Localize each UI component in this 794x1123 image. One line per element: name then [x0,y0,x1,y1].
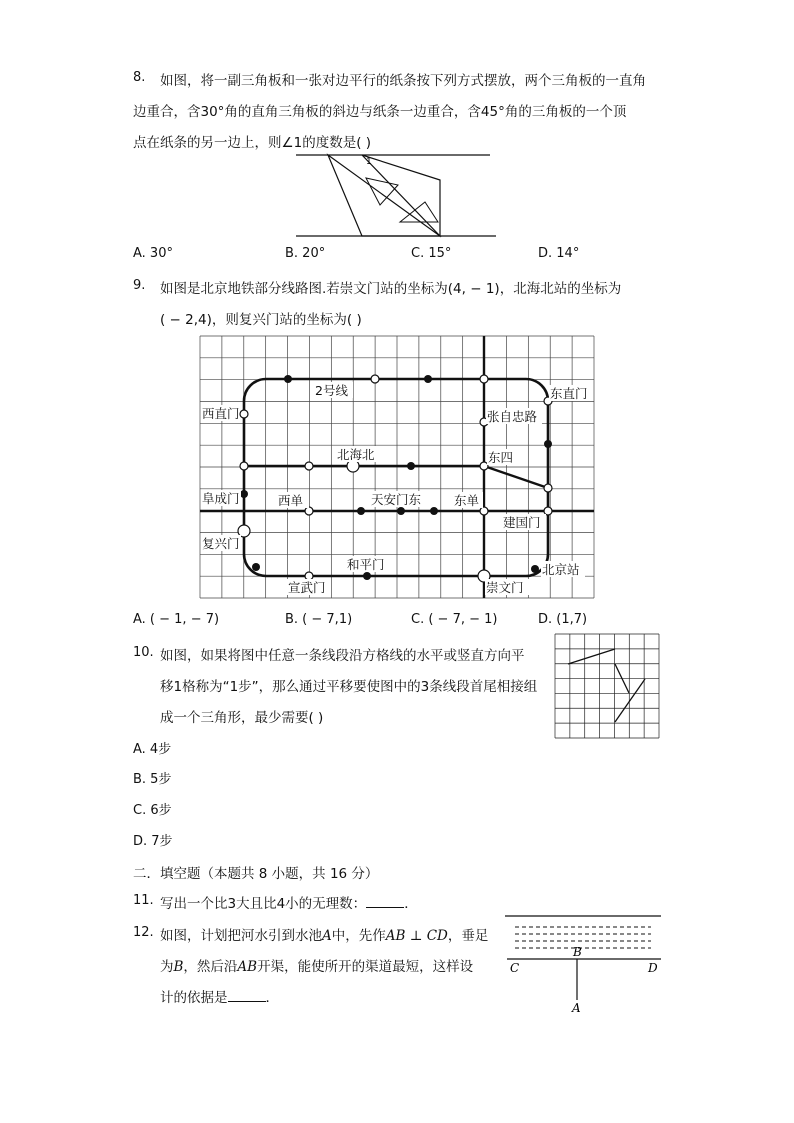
q12-l1-A: A [322,928,332,944]
label-dongdan: 东单 [454,493,480,508]
label-tiananmendong: 天安门东 [371,492,422,507]
q11-text [160,892,418,912]
segment-1 [568,649,615,664]
q8-number: 8. [133,70,146,85]
q10-option-a: A. 4步 [133,742,172,757]
station-node [544,484,552,492]
label-beijingzhan: 北京站 [542,562,580,577]
q12-l2-b: ，然后沿 [183,959,238,975]
q8-text-line-3: 点在纸条的另一边上，则∠1的度数是( ) [133,135,372,151]
q8-option-d: D. 14° [538,246,580,261]
q12-l3-b: ． [265,990,279,1006]
q10-option-d: D. 7步 [133,834,173,849]
station-node [240,462,248,470]
station-node [371,375,379,383]
station-node [480,462,488,470]
q10-text-line-2: 移1格称为“1步”，那么通过平移要使图中的3条线段首尾相接组 [160,679,538,695]
label-point-b: B [573,945,582,959]
label-xidan: 西单 [278,493,304,508]
q10-option-c: C. 6步 [133,803,172,818]
label-chongwenmen: 崇文门 [486,580,524,595]
q9-text-line-1: 如图是北京地铁部分线路图.若崇文门站的坐标为(4, − 1)，北海北站的坐标为 [160,281,622,297]
q10-grid-lines [555,634,659,738]
station-node [480,375,488,383]
q12-l1-a: 如图，计划把河水引到水池 [160,928,322,944]
q9-subway-map [200,336,594,598]
q11-text-before: 写出一个比3大且比4小的无理数： [160,896,367,912]
label-zhangzizhonglu: 张自忠路 [487,409,538,424]
q12-l2-a: 为 [160,959,174,975]
q10-grid-figure [555,634,660,740]
label-fuxingmen: 复兴门 [202,536,240,551]
station-node [531,565,539,573]
q12-answer-blank[interactable] [228,989,266,1002]
q11-answer-blank[interactable] [366,895,404,908]
station-node [544,440,552,448]
label-dongsi: 东四 [488,450,514,465]
section-2-heading: 二．填空题（本题共 8 小题，共 16 分） [133,866,379,882]
q12-l2-AB: AB [237,959,258,975]
station-node [240,410,248,418]
station-node [407,462,415,470]
station-node [305,507,313,515]
label-line-2: 2号线 [315,383,348,398]
q11-number: 11. [133,893,154,908]
station-node [284,375,292,383]
q12-l1-b: 中，先作 [331,928,386,944]
q12-text-line-1 [160,924,488,944]
q12-l1-c: ，垂足 [447,928,489,944]
q8-text-line-1: 如图，将一副三角板和一张对边平行的纸条按下列方式摆放，两个三角板的一直角 [160,73,646,89]
station-node [305,572,313,580]
triangle-45deg-outline [362,155,440,236]
q8-option-c: C. 15° [411,246,452,261]
q8-option-b: B. 20° [285,246,326,261]
q12-l3-a: 计的依据是 [160,990,228,1006]
q10-text-line-1: 如图，如果将图中任意一条线段沿方格线的水平或竖直方向平 [160,648,525,664]
label-hepingmen: 和平门 [347,557,385,572]
q12-river-figure [505,912,665,1016]
angle-1-label: 1 [366,157,372,167]
q12-l1-expr: AB ⊥ CD [385,928,448,944]
q8-option-a: A. 30° [133,246,173,261]
q12-l2-B: B [173,959,184,975]
station-node [430,507,438,515]
q9-option-d: D. (1,7) [538,612,588,627]
q9-option-c: C. ( − 7, − 1) [411,612,498,627]
station-node [480,507,488,515]
station-node [305,462,313,470]
station-node [252,563,260,571]
triangle-45deg-hole [400,202,438,222]
label-point-a: A [572,1001,581,1015]
station-node [424,375,432,383]
q11-text-after: ． [404,896,418,912]
label-dongzhimen: 东直门 [550,386,588,401]
segment-3 [615,679,645,722]
label-beihaibei: 北海北 [337,447,375,462]
label-fuchengmen: 阜成门 [202,491,240,506]
q9-text-line-2: ( − 2,4)，则复兴门站的坐标为( ) [160,312,362,328]
q9-option-a: A. ( − 1, − 7) [133,612,220,627]
label-point-d: D [648,961,658,975]
q8-text-line-2: 边重合，含30°角的直角三角板的斜边与纸条一边重合，含45°角的三角板的一个顶 [133,104,627,120]
station-node [397,507,405,515]
triangle-30deg-outline [328,155,440,236]
q12-number: 12. [133,925,154,940]
label-point-c: C [510,961,520,975]
station-node [357,507,365,515]
q9-number: 9. [133,278,146,293]
station-node [240,490,248,498]
label-jianguomen: 建国门 [503,515,541,530]
q8-triangle-figure [290,150,500,240]
label-xizhimen: 西直门 [202,406,240,421]
stations [238,375,552,582]
q12-text-line-2 [160,955,473,975]
q10-number: 10. [133,645,154,660]
line-6-branch [484,466,548,488]
station-node [544,507,552,515]
label-xuanwumen: 宣武门 [288,580,326,595]
q12-l2-c: 开渠，能使所开的渠道最短，这样设 [257,959,474,975]
q10-option-b: B. 5步 [133,772,172,787]
q12-text-line-3 [160,986,279,1006]
q10-text-line-3: 成一个三角形，最少需要( ) [160,710,324,726]
station-node [363,572,371,580]
triangle-30deg-hole [366,178,398,205]
q9-option-b: B. ( − 7,1) [285,612,353,627]
